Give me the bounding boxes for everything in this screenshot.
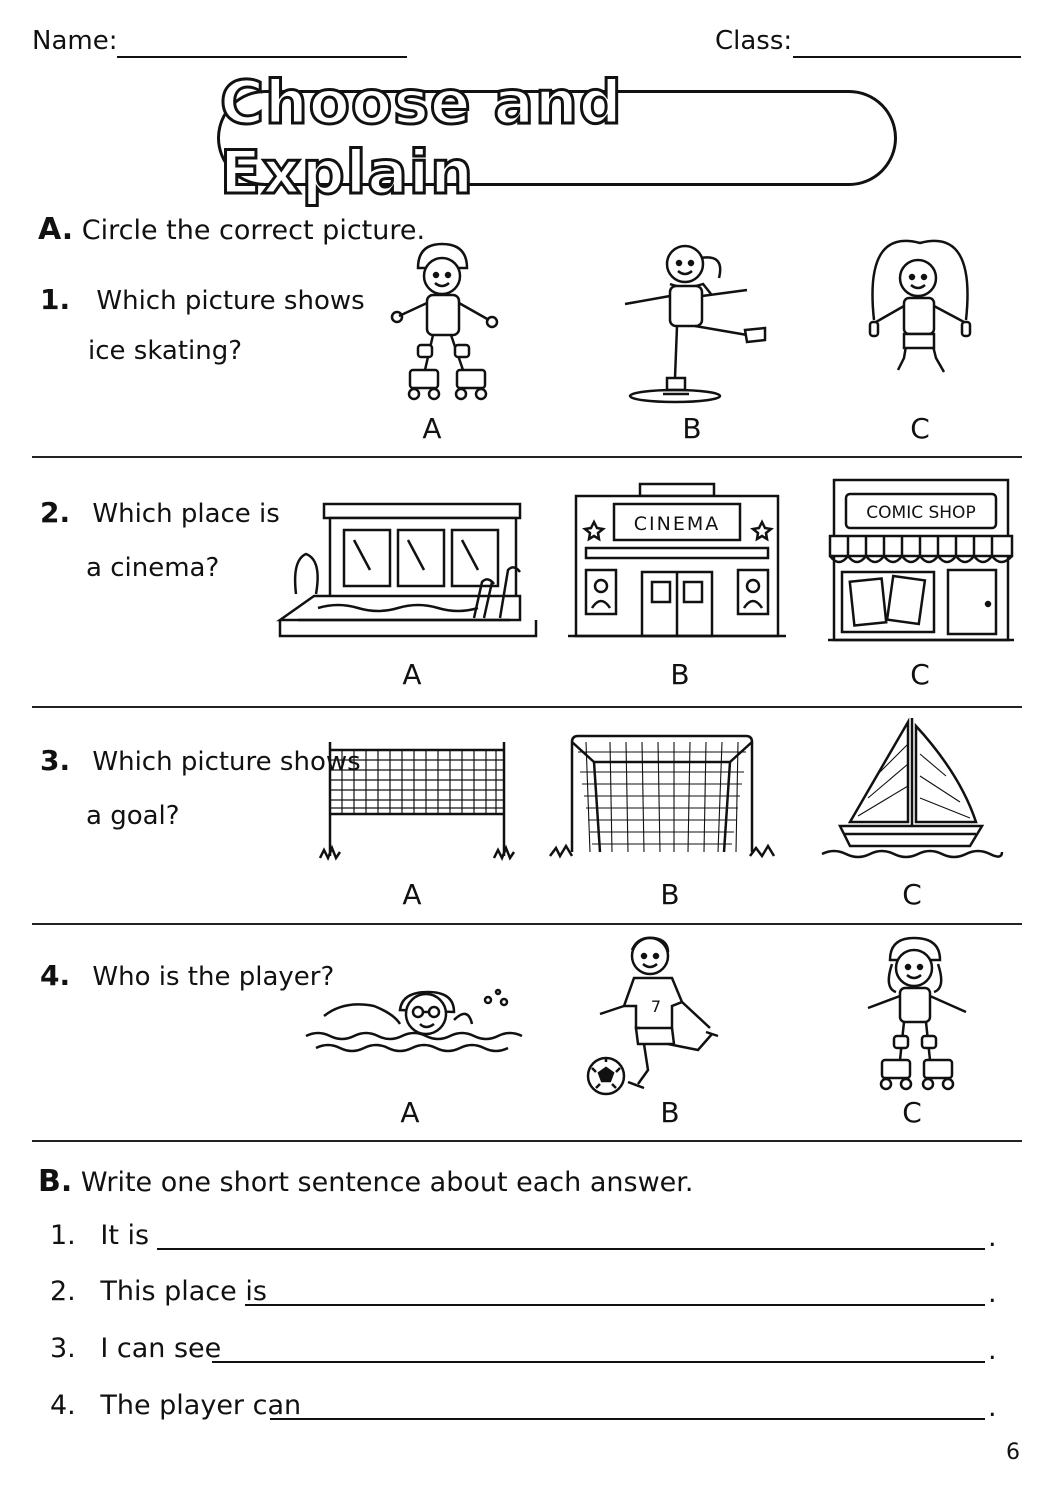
- item-number: 4.: [50, 1390, 76, 1421]
- option-letter: B: [670, 658, 690, 691]
- name-field[interactable]: [117, 30, 407, 58]
- item-prompt: I can see: [100, 1333, 222, 1364]
- section-b-letter: B.: [38, 1164, 73, 1199]
- swimmer-icon[interactable]: [304, 980, 534, 1060]
- option-letter: B: [682, 412, 702, 445]
- comic-shop-icon[interactable]: [828, 476, 1014, 644]
- option-letter: A: [402, 878, 422, 911]
- comic-shop-sign-text: COMIC SHOP: [866, 503, 976, 523]
- answer-line-3[interactable]: [212, 1361, 985, 1363]
- question-text-line2: a cinema?: [86, 553, 220, 583]
- question-text-line1: Which picture shows: [92, 747, 361, 777]
- title-banner: [217, 68, 897, 208]
- question-number: 3.: [40, 744, 71, 777]
- question-2: [40, 486, 280, 595]
- item-number: 1.: [50, 1220, 76, 1251]
- ice-skater-icon[interactable]: [615, 238, 775, 403]
- option-letter: C: [910, 412, 930, 445]
- roller-skater-icon[interactable]: [385, 238, 510, 406]
- cinema-building-icon[interactable]: [566, 480, 788, 640]
- sailboat-icon[interactable]: [820, 714, 1004, 864]
- jump-rope-icon[interactable]: [860, 238, 980, 388]
- question-number: 2.: [40, 496, 71, 529]
- divider: [32, 1140, 1022, 1142]
- item-prompt: This place is: [100, 1276, 267, 1307]
- period-mark: .: [988, 1222, 997, 1253]
- answer-line-1[interactable]: [157, 1248, 985, 1250]
- option-letter: A: [402, 658, 422, 691]
- write-item-2: [50, 1276, 267, 1307]
- name-label: Name:: [32, 26, 118, 56]
- roller-skater-girl-icon[interactable]: [858, 934, 978, 1094]
- question-text-line1: Which place is: [92, 499, 280, 529]
- divider: [32, 456, 1022, 458]
- football-player-icon[interactable]: [584, 932, 736, 1098]
- section-a-instruction: Circle the correct picture.: [81, 215, 426, 246]
- item-number: 3.: [50, 1333, 76, 1364]
- question-number: 1.: [40, 283, 71, 316]
- section-a-heading: [38, 212, 425, 247]
- divider: [32, 923, 1022, 925]
- soccer-goal-icon[interactable]: [550, 732, 776, 862]
- cinema-sign-text: CINEMA: [633, 513, 721, 535]
- option-letter: C: [902, 878, 922, 911]
- class-label: Class:: [715, 26, 793, 56]
- item-number: 2.: [50, 1276, 76, 1307]
- question-number: 4.: [40, 959, 71, 992]
- question-text-line1: Who is the player?: [92, 962, 335, 992]
- question-text-line1: Which picture shows: [96, 286, 365, 316]
- divider: [32, 706, 1022, 708]
- item-prompt: It is: [100, 1220, 150, 1251]
- write-item-4: [50, 1390, 301, 1421]
- option-letter: B: [660, 878, 680, 911]
- option-letter: A: [422, 412, 442, 445]
- question-3: [40, 734, 361, 843]
- period-mark: .: [988, 1278, 997, 1309]
- section-b-heading: [38, 1164, 693, 1199]
- period-mark: .: [988, 1392, 997, 1423]
- answer-line-2[interactable]: [245, 1304, 985, 1306]
- swimming-pool-icon[interactable]: [278, 500, 540, 640]
- answer-line-4[interactable]: [270, 1418, 985, 1420]
- page-number: 6: [1006, 1440, 1020, 1465]
- write-item-1: [50, 1220, 149, 1251]
- page-title: Choose and Explain: [220, 68, 623, 208]
- write-item-3: [50, 1333, 221, 1364]
- shirt-number: 7: [650, 997, 662, 1016]
- option-letter: B: [660, 1096, 680, 1129]
- question-4: [40, 954, 334, 999]
- question-text-line2: ice skating?: [88, 336, 243, 366]
- section-b-instruction: Write one short sentence about each answer.: [80, 1167, 694, 1198]
- question-1: [40, 275, 365, 376]
- option-letter: C: [902, 1096, 922, 1129]
- section-a-letter: A.: [38, 212, 74, 247]
- period-mark: .: [988, 1335, 997, 1366]
- question-text-line2: a goal?: [86, 801, 180, 831]
- option-letter: A: [400, 1096, 420, 1129]
- volleyball-net-icon[interactable]: [316, 738, 522, 862]
- class-field[interactable]: [793, 30, 1021, 58]
- item-prompt: The player can: [100, 1390, 302, 1421]
- option-letter: C: [910, 658, 930, 691]
